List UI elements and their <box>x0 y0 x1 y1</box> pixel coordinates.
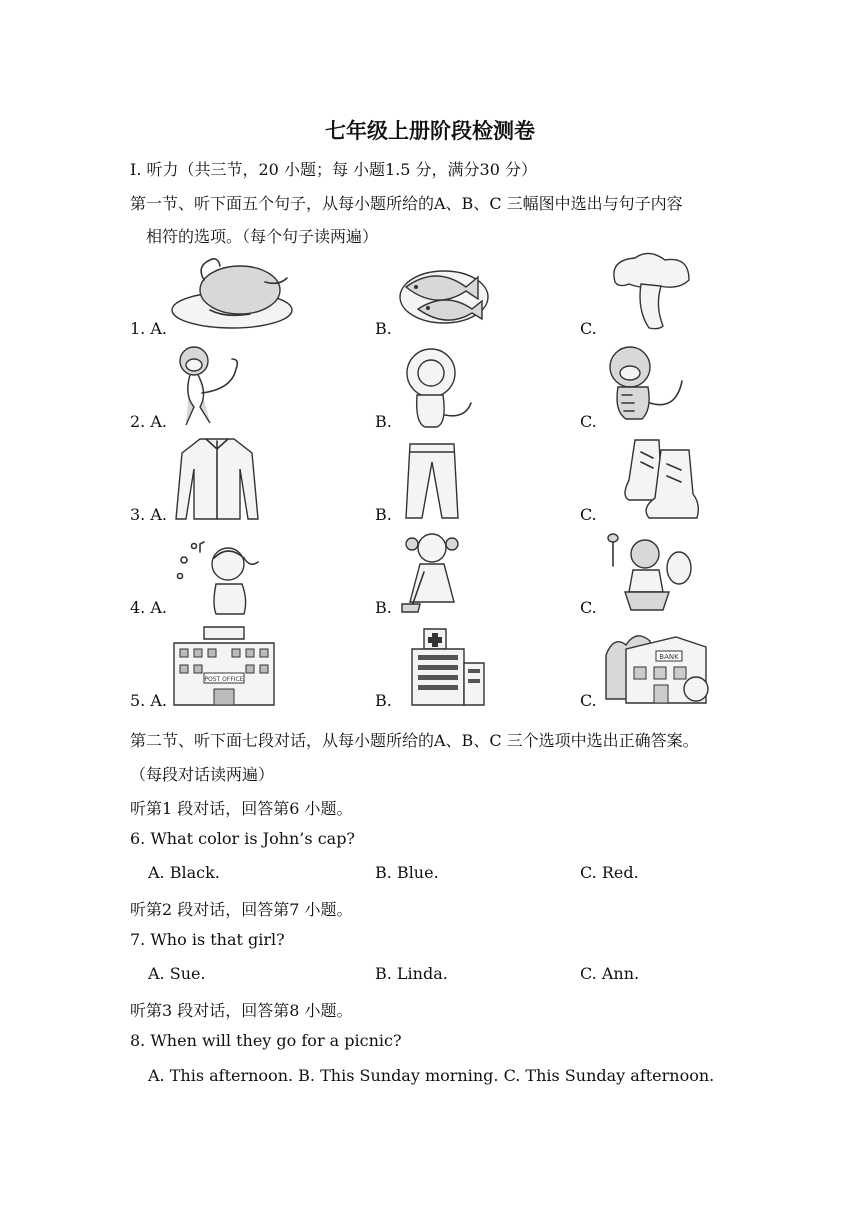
shirt-icon[interactable] <box>172 435 262 523</box>
boy-cooking-icon[interactable] <box>603 532 693 616</box>
section-header: I. 听力（共三节，20 小题；每 小题1.5 分，满分30 分） <box>130 160 538 179</box>
q2-label-b: B. <box>375 412 392 431</box>
q2-label-a: 2. A. <box>130 412 167 431</box>
post-office-icon[interactable] <box>170 625 280 707</box>
hospital-icon[interactable] <box>410 627 486 707</box>
part1-instruction-1: 第一节、听下面五个句子，从每小题所给的A、B、C 三幅图中选出与句子内容 <box>130 194 683 213</box>
q4-label-c: C. <box>580 598 597 617</box>
bank-sign: BANK <box>659 653 679 661</box>
q5-label-c: C. <box>580 691 597 710</box>
dialog2-intro: 听第2 段对话，回答第7 小题。 <box>130 900 353 919</box>
q3-label-b: B. <box>375 505 392 524</box>
girl-sweeping-icon[interactable] <box>400 528 470 616</box>
q5-label-a: 5. A. <box>130 691 167 710</box>
boots-icon[interactable] <box>605 438 700 520</box>
q6-option-b[interactable]: B. Blue. <box>375 863 439 882</box>
mushroom-icon[interactable] <box>605 252 695 332</box>
q1-label-b: B. <box>375 319 392 338</box>
q7-option-a[interactable]: A. Sue. <box>148 964 206 983</box>
tiger-icon[interactable] <box>604 343 694 423</box>
q8-options[interactable]: A. This afternoon. B. This Sunday morning. C. This Sunday afternoon. <box>148 1066 715 1085</box>
q4-label-a: 4. A. <box>130 598 167 617</box>
girl-singing-icon[interactable] <box>172 538 262 618</box>
q7-option-b[interactable]: B. Linda. <box>375 964 448 983</box>
bank-icon[interactable] <box>604 625 710 707</box>
part2-instruction-2: （每段对话读两遍） <box>130 765 275 784</box>
page-title: 七年级上册阶段检测卷 <box>325 118 535 143</box>
q6-option-c[interactable]: C. Red. <box>580 863 639 882</box>
q2-label-c: C. <box>580 412 597 431</box>
question-6: 6. What color is John’s cap? <box>130 829 356 848</box>
part1-instruction-2: 相符的选项。（每个句子读两遍） <box>146 227 379 246</box>
fish-plate-icon[interactable] <box>398 257 490 327</box>
q5-label-b: B. <box>375 691 392 710</box>
q3-label-c: C. <box>580 505 597 524</box>
question-7: 7. Who is that girl? <box>130 930 285 949</box>
post-office-sign: POST OFFICE <box>204 676 244 683</box>
q4-label-b: B. <box>375 598 392 617</box>
dialog1-intro: 听第1 段对话，回答第6 小题。 <box>130 799 353 818</box>
dialog3-intro: 听第3 段对话，回答第8 小题。 <box>130 1001 353 1020</box>
monkey-icon[interactable] <box>172 343 247 428</box>
q6-option-a[interactable]: A. Black. <box>148 863 220 882</box>
q1-label-a: 1. A. <box>130 319 167 338</box>
q1-label-c: C. <box>580 319 597 338</box>
part2-instruction-1: 第二节、听下面七段对话，从每小题所给的A、B、C 三个选项中选出正确答案。 <box>130 731 699 750</box>
roast-chicken-icon[interactable] <box>170 252 295 332</box>
lion-icon[interactable] <box>397 345 482 430</box>
question-8: 8. When will they go for a picnic? <box>130 1031 402 1050</box>
trousers-icon[interactable] <box>402 440 462 520</box>
q3-label-a: 3. A. <box>130 505 167 524</box>
q7-option-c[interactable]: C. Ann. <box>580 964 640 983</box>
